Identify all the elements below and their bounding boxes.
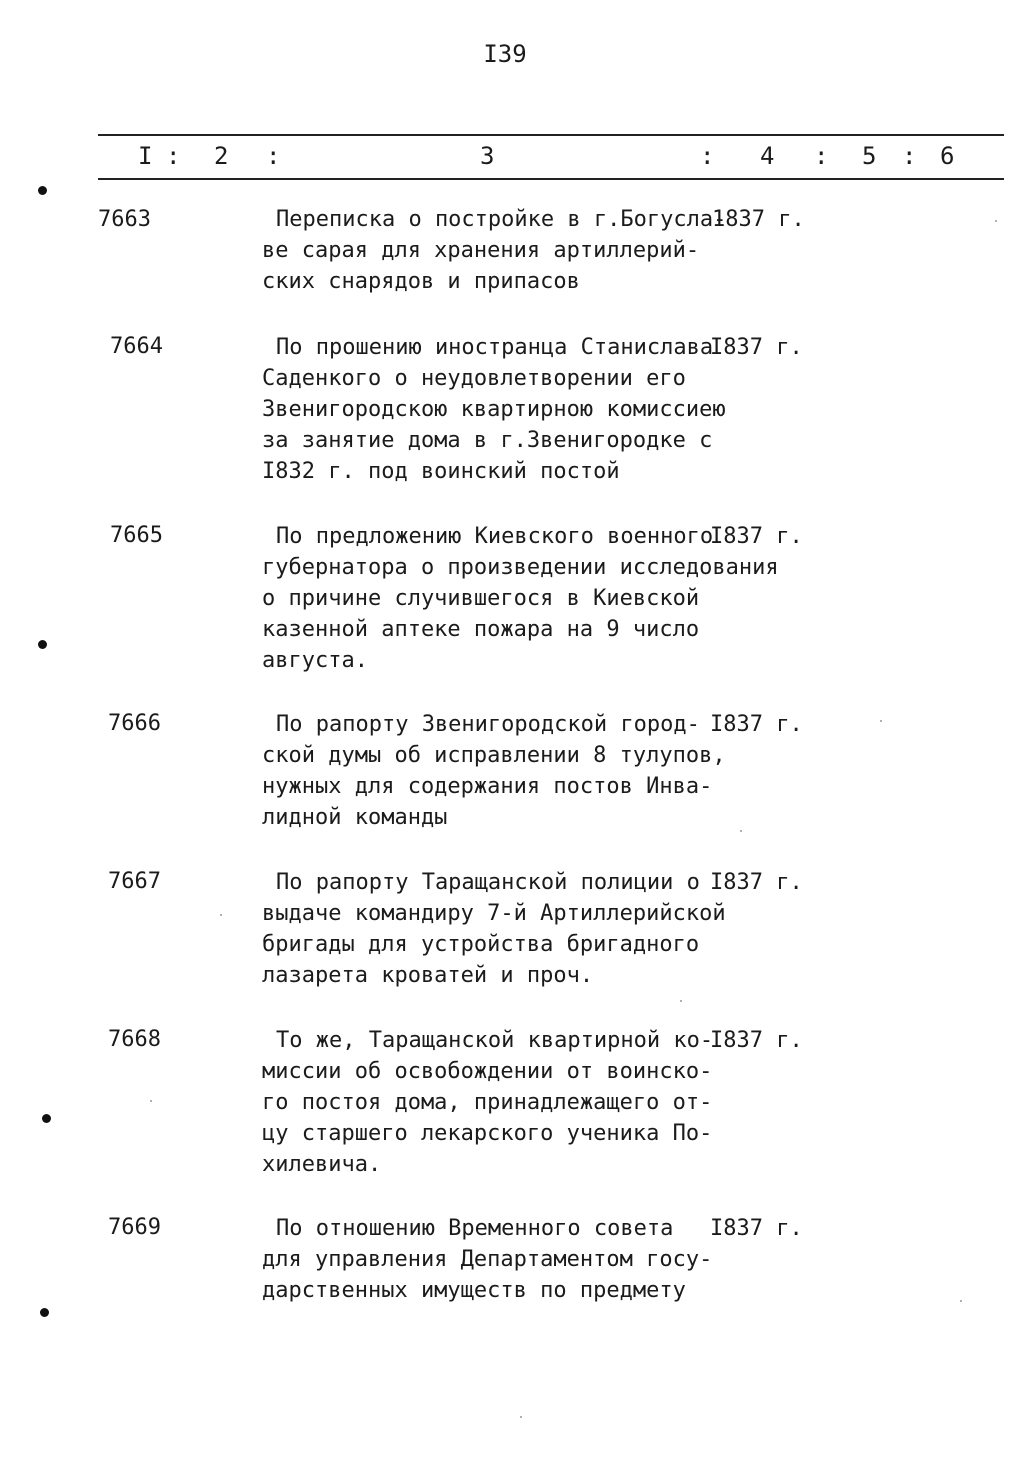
entry-number: 7668 bbox=[108, 1027, 161, 1052]
header-separator-5: : bbox=[902, 142, 917, 170]
header-separator-2: : bbox=[266, 142, 281, 170]
entry-year: I837 г. bbox=[710, 870, 803, 895]
entry-number: 7667 bbox=[108, 869, 161, 894]
entry-line: Звенигородскою квартирною комиссиею bbox=[262, 397, 726, 422]
page-number: I39 bbox=[483, 40, 527, 68]
entry-line: для управления Департаментом госу- bbox=[262, 1247, 713, 1272]
entry-line: По предложению Киевского военного bbox=[276, 524, 714, 549]
scan-speck bbox=[150, 1100, 152, 1102]
entry-year: I837 г. bbox=[710, 1028, 803, 1053]
header-col-3: 3 bbox=[480, 142, 495, 170]
header-bottom-rule bbox=[98, 178, 1004, 180]
entry-line: По отношению Временного совета bbox=[276, 1216, 674, 1241]
entry-number: 7665 bbox=[110, 523, 163, 548]
entry-line: выдаче командиру 7-й Артиллерийской bbox=[262, 901, 726, 926]
entry-year: I837 г. bbox=[710, 335, 803, 360]
header-col-4: 4 bbox=[760, 142, 775, 170]
entry-line: По рапорту Таращанской полиции о bbox=[276, 870, 700, 895]
entry-line: Переписка о постройке в г.Богусла- bbox=[276, 207, 727, 232]
header-col-1: I bbox=[138, 142, 153, 170]
scan-speck bbox=[680, 1000, 682, 1002]
scan-speck bbox=[995, 220, 997, 222]
entry-line: го постоя дома, принадлежащего от- bbox=[262, 1090, 713, 1115]
entry-year: 1837 г. bbox=[712, 207, 805, 232]
entry-year: I837 г. bbox=[710, 524, 803, 549]
entry-number: 7663 bbox=[98, 207, 151, 232]
scan-speck bbox=[880, 720, 882, 722]
entry-line: хилевича. bbox=[262, 1152, 382, 1177]
entry-line: бригады для устройства бригадного bbox=[262, 932, 700, 957]
entry-number: 7666 bbox=[108, 711, 161, 736]
punch-hole-mark bbox=[38, 186, 47, 195]
entry-line: о причине случившегося в Киевской bbox=[262, 586, 700, 611]
scan-speck bbox=[740, 830, 742, 832]
entry-line: I832 г. под воинский постой bbox=[262, 459, 620, 484]
entry-line: нужных для содержания постов Инва- bbox=[262, 774, 713, 799]
entry-line: То же, Таращанской квартирной ко- bbox=[276, 1028, 714, 1053]
entry-line: ской думы об исправлении 8 тулупов, bbox=[262, 743, 726, 768]
scan-speck bbox=[960, 1300, 962, 1302]
entry-line: По прошению иностранца Станислава bbox=[276, 335, 714, 360]
entry-line: губернатора о произведении исследования bbox=[262, 555, 779, 580]
entry-number: 7669 bbox=[108, 1215, 161, 1240]
header-separator-4: : bbox=[814, 142, 829, 170]
entry-line: цу старшего лекарского ученика По- bbox=[262, 1121, 713, 1146]
header-col-6: 6 bbox=[940, 142, 955, 170]
entry-year: I837 г. bbox=[710, 712, 803, 737]
entry-line: казенной аптеке пожара на 9 число bbox=[262, 617, 700, 642]
entry-year: I837 г. bbox=[710, 1216, 803, 1241]
scan-speck bbox=[220, 914, 222, 916]
entry-line: дарственных имуществ по предмету bbox=[262, 1278, 686, 1303]
punch-hole-mark bbox=[38, 640, 47, 649]
entry-line: ве сарая для хранения артиллерий- bbox=[262, 238, 700, 263]
punch-hole-mark bbox=[40, 1308, 49, 1317]
entry-line: за занятие дома в г.Звенигородке с bbox=[262, 428, 713, 453]
scan-speck bbox=[520, 1416, 522, 1418]
header-col-5: 5 bbox=[862, 142, 877, 170]
header-top-rule bbox=[98, 134, 1004, 136]
header-separator-1: : bbox=[166, 142, 181, 170]
entry-number: 7664 bbox=[110, 334, 163, 359]
header-separator-3: : bbox=[700, 142, 715, 170]
entry-line: По рапорту Звенигородской город- bbox=[276, 712, 700, 737]
header-col-2: 2 bbox=[214, 142, 229, 170]
entry-line: лидной команды bbox=[262, 805, 448, 830]
entry-line: лазарета кроватей и проч. bbox=[262, 963, 594, 988]
entry-line: ских снарядов и припасов bbox=[262, 269, 580, 294]
entry-line: Саденкого о неудовлетворении его bbox=[262, 366, 686, 391]
punch-hole-mark bbox=[42, 1114, 51, 1123]
entry-line: миссии об освобождении от воинско- bbox=[262, 1059, 713, 1084]
entry-line: августа. bbox=[262, 648, 368, 673]
